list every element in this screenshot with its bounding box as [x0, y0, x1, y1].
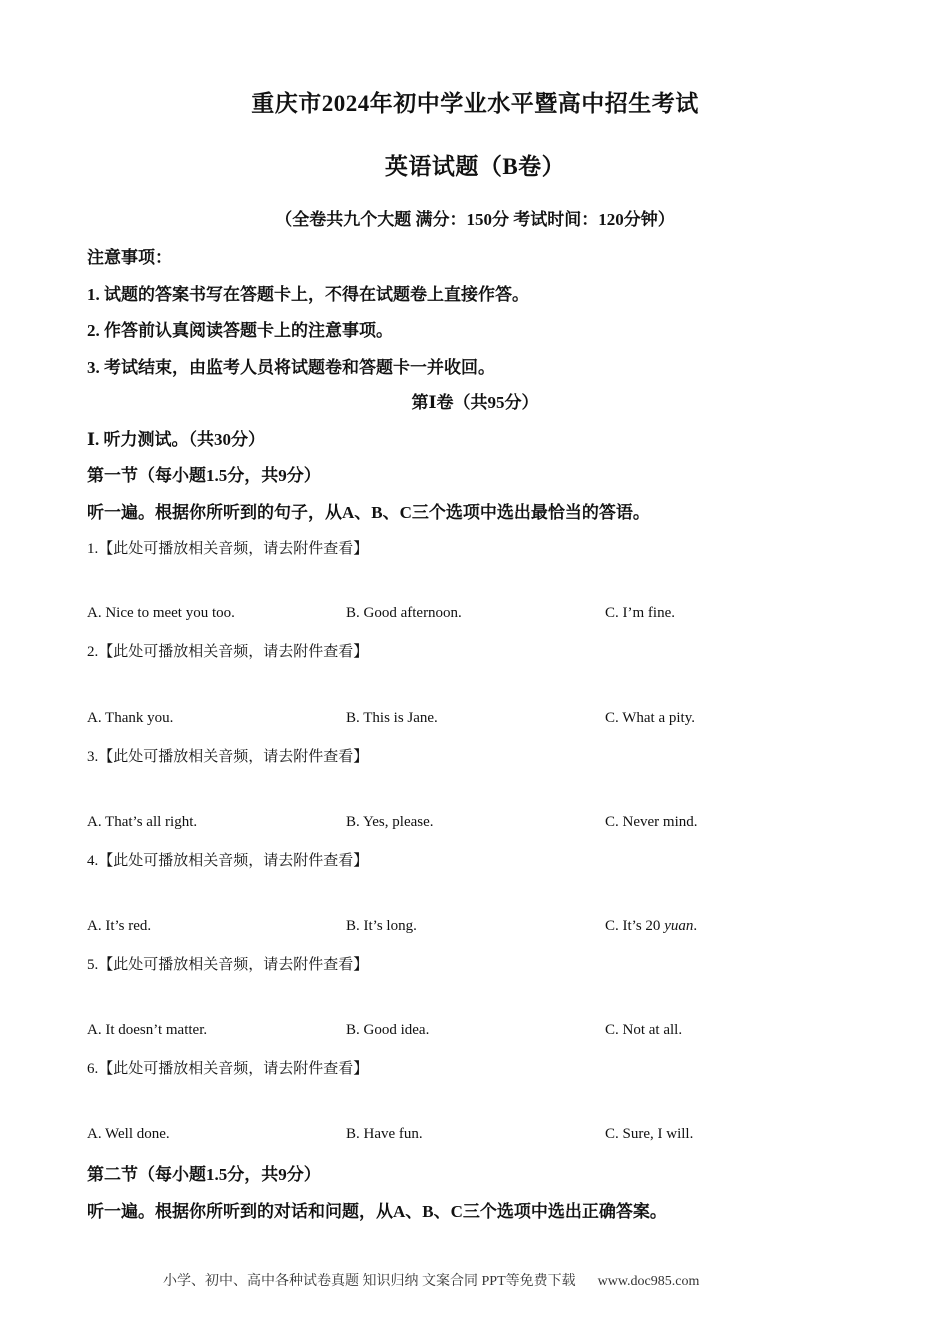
audio-question-label: 6.【此处可播放相关音频，请去附件查看】 — [87, 1061, 369, 1077]
footer-url: www.doc985.com — [597, 1274, 700, 1289]
option-b: B. Have fun. — [346, 1126, 423, 1142]
audio-question-label: 2.【此处可播放相关音频，请去附件查看】 — [87, 644, 369, 660]
option-b: B. Good idea. — [346, 1022, 430, 1038]
exam-meta: （全卷共九个大题 满分：150分 考试时间：120分钟） — [275, 210, 675, 229]
section-heading: 第一节（每小题1.5分，共9分） — [87, 466, 321, 485]
option-b: B. Yes, please. — [346, 814, 434, 830]
option-a: A. That’s all right. — [87, 814, 198, 830]
audio-question-label: 3.【此处可播放相关音频，请去附件查看】 — [87, 749, 369, 765]
option-c-text: C. It’s 20 — [605, 918, 665, 934]
option-c: C. What a pity. — [605, 710, 695, 726]
note-item: 3. 考试结束，由监考人员将试题卷和答题卡一并收回。 — [87, 358, 495, 377]
option-a: A. Nice to meet you too. — [87, 605, 235, 621]
option-c-italic: yuan — [664, 918, 694, 934]
exam-title: 重庆市2024年初中学业水平暨高中招生考试 — [251, 91, 699, 116]
volume-title: 第Ⅰ卷（共95分） — [411, 393, 539, 412]
audio-question-label: 5.【此处可播放相关音频，请去附件查看】 — [87, 957, 369, 973]
option-b: B. This is Jane. — [346, 710, 438, 726]
option-c: C. I’m fine. — [605, 605, 675, 621]
audio-question-label: 1.【此处可播放相关音频，请去附件查看】 — [87, 541, 369, 557]
notes-heading: 注意事项： — [87, 248, 172, 267]
section-instruction: 听一遍。根据你所听到的对话和问题，从A、B、C三个选项中选出正确答案。 — [87, 1202, 667, 1221]
audio-question-label: 4.【此处可播放相关音频，请去附件查看】 — [87, 853, 369, 869]
option-b: B. Good afternoon. — [346, 605, 462, 621]
option-c: C. Sure, I will. — [605, 1126, 694, 1142]
option-a: A. It’s red. — [87, 918, 152, 934]
footer-text: 小学、初中、高中各种试卷真题 知识归纳 文案合同 PPT等免费下载 — [163, 1274, 576, 1289]
section-heading: 第二节（每小题1.5分，共9分） — [87, 1165, 321, 1184]
option-c: C. Not at all. — [605, 1022, 683, 1038]
section-instruction: 听一遍。根据你所听到的句子，从A、B、C三个选项中选出最恰当的答语。 — [87, 503, 650, 522]
page-footer — [163, 1270, 699, 1290]
option-a: A. Well done. — [87, 1126, 170, 1142]
part-heading: Ⅰ. 听力测试。（共30分） — [87, 430, 265, 449]
option-b: B. It’s long. — [346, 918, 417, 934]
option-a: A. It doesn’t matter. — [87, 1022, 208, 1038]
note-item: 2. 作答前认真阅读答题卡上的注意事项。 — [87, 321, 393, 340]
option-c-suffix: . — [693, 918, 698, 934]
option-c — [605, 918, 697, 935]
option-c: C. Never mind. — [605, 814, 698, 830]
exam-subtitle: 英语试题（B卷） — [384, 154, 566, 179]
option-a: A. Thank you. — [87, 710, 174, 726]
note-item: 1. 试题的答案书写在答题卡上，不得在试题卷上直接作答。 — [87, 285, 529, 304]
